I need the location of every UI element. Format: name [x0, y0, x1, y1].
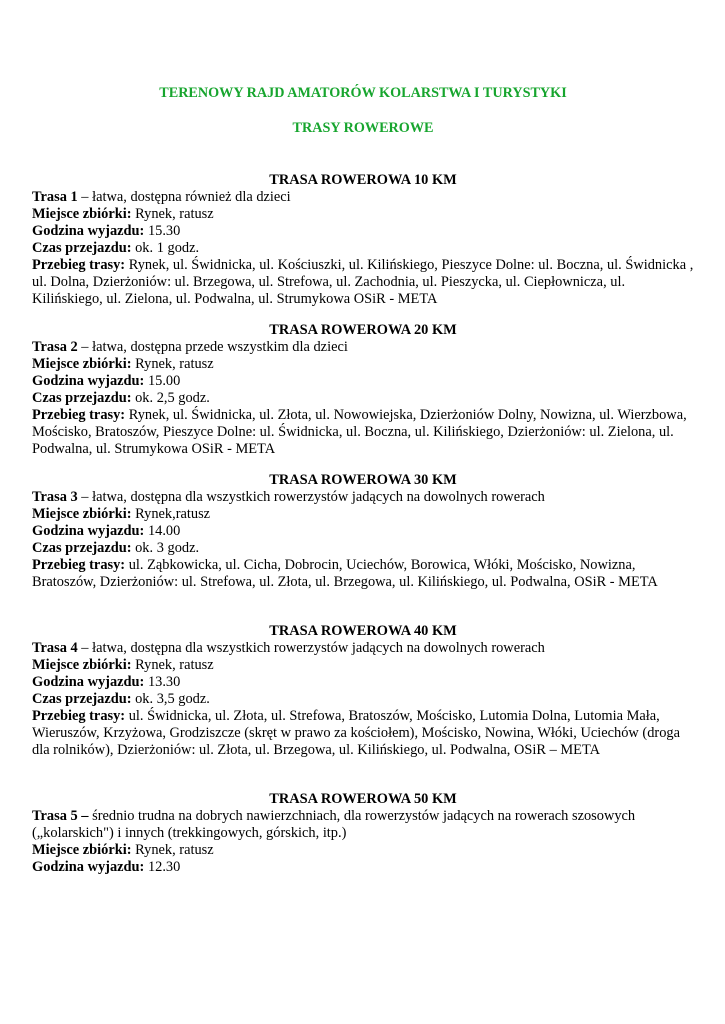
- route-name: Trasa 1: [32, 189, 78, 205]
- route-course: [32, 708, 694, 759]
- departure-label: Godzina wyjazdu:: [32, 373, 145, 389]
- meeting-point: [32, 206, 694, 223]
- route-50km: [32, 791, 694, 876]
- route-description: [32, 489, 694, 506]
- departure-value: 14.00: [144, 523, 181, 539]
- duration-value: ok. 3,5 godz.: [131, 691, 210, 707]
- meeting-label: Miejsce zbiórki:: [32, 657, 132, 673]
- meeting-label: Miejsce zbiórki:: [32, 506, 132, 522]
- route-heading: TRASA ROWEROWA 10 KM: [269, 172, 457, 188]
- event-title: TERENOWY RAJD AMATORÓW KOLARSTWA I TURYSTYKI: [159, 85, 567, 101]
- route-description-text: – łatwa, dostępna dla wszystkich rowerzystów jadących na dowolnych rowerach: [77, 489, 545, 505]
- departure-label: Godzina wyjazdu:: [32, 859, 145, 875]
- route-heading: TRASA ROWEROWA 20 KM: [269, 322, 457, 338]
- meeting-label: Miejsce zbiórki:: [32, 356, 132, 372]
- departure-time: [32, 523, 694, 540]
- course-value: ul. Świdnicka, ul. Złota, ul. Strefowa, Bratoszów, Mościsko, Lutomia Dolna, Lutomia Mała, Wieruszów, Krzyżowa, Grodziszcze (skręt w prawo za kościołem), Mościsko, Nowina, Włóki, Uciechów (droga dla rolników), Dzierżoniów: ul. Złota, ul. Brzegowa, ul. Kilińskiego, ul. Podwalna, OSiR – META: [32, 708, 680, 758]
- meeting-point: [32, 356, 694, 373]
- departure-value: 12.30: [144, 859, 181, 875]
- duration-label: Czas przejazdu:: [32, 240, 132, 256]
- departure-label: Godzina wyjazdu:: [32, 223, 145, 239]
- course-value: ul. Ząbkowicka, ul. Cicha, Dobrocin, Uciechów, Borowica, Włóki, Mościsko, Nowizna, Bratoszów, Dzierżoniów: ul. Strefowa, ul. Złota, ul. Brzegowa, ul. Kilińskiego, ul. Podwalna, OSiR - META: [32, 557, 658, 590]
- route-description: [32, 808, 694, 842]
- meeting-point: [32, 506, 694, 523]
- course-label: Przebieg trasy:: [32, 708, 126, 724]
- course-value: Rynek, ul. Świdnicka, ul. Złota, ul. Nowowiejska, Dzierżoniów Dolny, Nowizna, ul. Wierzbowa, Mościsko, Bratoszów, Pieszyce Dolne: ul. Świdnicka, ul. Boczna, ul. Kilińskiego, Dzierżoniów: ul. Zielona, ul. Podwalna, ul. Strumykowa OSiR - META: [32, 407, 687, 457]
- ride-duration: [32, 540, 694, 557]
- route-name: Trasa 4: [32, 640, 78, 656]
- route-10km: [32, 172, 694, 308]
- course-value: Rynek, ul. Świdnicka, ul. Kościuszki, ul. Kilińskiego, Pieszyce Dolne: ul. Boczna, ul. Świdnicka , ul. Dolna, Dzierżoniów: ul. Brzegowa, ul. Strefowa, ul. Zachodnia, ul. Pieszycka, ul. Ciepłownicza, ul. Kilińskiego, ul. Zielona, ul. Podwalna, ul. Strumykowa OSiR - META: [32, 257, 694, 307]
- ride-duration: [32, 390, 694, 407]
- route-course: [32, 257, 694, 308]
- duration-value: ok. 2,5 godz.: [131, 390, 210, 406]
- meeting-point: [32, 842, 694, 859]
- ride-duration: [32, 240, 694, 257]
- route-40km: [32, 623, 694, 759]
- route-30km: [32, 472, 694, 591]
- departure-label: Godzina wyjazdu:: [32, 674, 145, 690]
- route-name: Trasa 2: [32, 339, 78, 355]
- ride-duration: [32, 691, 694, 708]
- meeting-value: Rynek, ratusz: [131, 657, 214, 673]
- departure-value: 15.30: [144, 223, 181, 239]
- route-heading: TRASA ROWEROWA 40 KM: [269, 623, 457, 639]
- duration-value: ok. 3 godz.: [131, 540, 200, 556]
- course-label: Przebieg trasy:: [32, 557, 126, 573]
- duration-label: Czas przejazdu:: [32, 691, 132, 707]
- route-name: Trasa 5 –: [32, 808, 89, 824]
- route-description: [32, 189, 694, 206]
- route-heading: TRASA ROWEROWA 50 KM: [269, 791, 457, 807]
- departure-value: 13.30: [144, 674, 181, 690]
- route-description-text: średnio trudna na dobrych nawierzchniach, dla rowerzystów jadących na rowerach szosowych („kolarskich") i innych (trekkingowych, górskich, itp.): [32, 808, 636, 841]
- meeting-label: Miejsce zbiórki:: [32, 842, 132, 858]
- route-description-text: – łatwa, dostępna również dla dzieci: [77, 189, 291, 205]
- route-course: [32, 407, 694, 458]
- departure-time: [32, 223, 694, 240]
- route-name: Trasa 3: [32, 489, 78, 505]
- route-description: [32, 339, 694, 356]
- meeting-label: Miejsce zbiórki:: [32, 206, 132, 222]
- departure-time: [32, 373, 694, 390]
- meeting-point: [32, 657, 694, 674]
- departure-time: [32, 859, 694, 876]
- route-course: [32, 557, 694, 591]
- meeting-value: Rynek,ratusz: [131, 506, 211, 522]
- meeting-value: Rynek, ratusz: [131, 356, 214, 372]
- duration-value: ok. 1 godz.: [131, 240, 200, 256]
- route-heading: TRASA ROWEROWA 30 KM: [269, 472, 457, 488]
- route-description-text: – łatwa, dostępna przede wszystkim dla dzieci: [77, 339, 348, 355]
- course-label: Przebieg trasy:: [32, 257, 126, 273]
- route-description: [32, 640, 694, 657]
- route-20km: [32, 322, 694, 458]
- departure-time: [32, 674, 694, 691]
- duration-label: Czas przejazdu:: [32, 390, 132, 406]
- departure-value: 15.00: [144, 373, 181, 389]
- departure-label: Godzina wyjazdu:: [32, 523, 145, 539]
- section-title: TRASY ROWEROWE: [292, 120, 434, 136]
- course-label: Przebieg trasy:: [32, 407, 126, 423]
- meeting-value: Rynek, ratusz: [131, 206, 214, 222]
- route-description-text: – łatwa, dostępna dla wszystkich rowerzystów jadących na dowolnych rowerach: [77, 640, 545, 656]
- meeting-value: Rynek, ratusz: [131, 842, 214, 858]
- duration-label: Czas przejazdu:: [32, 540, 132, 556]
